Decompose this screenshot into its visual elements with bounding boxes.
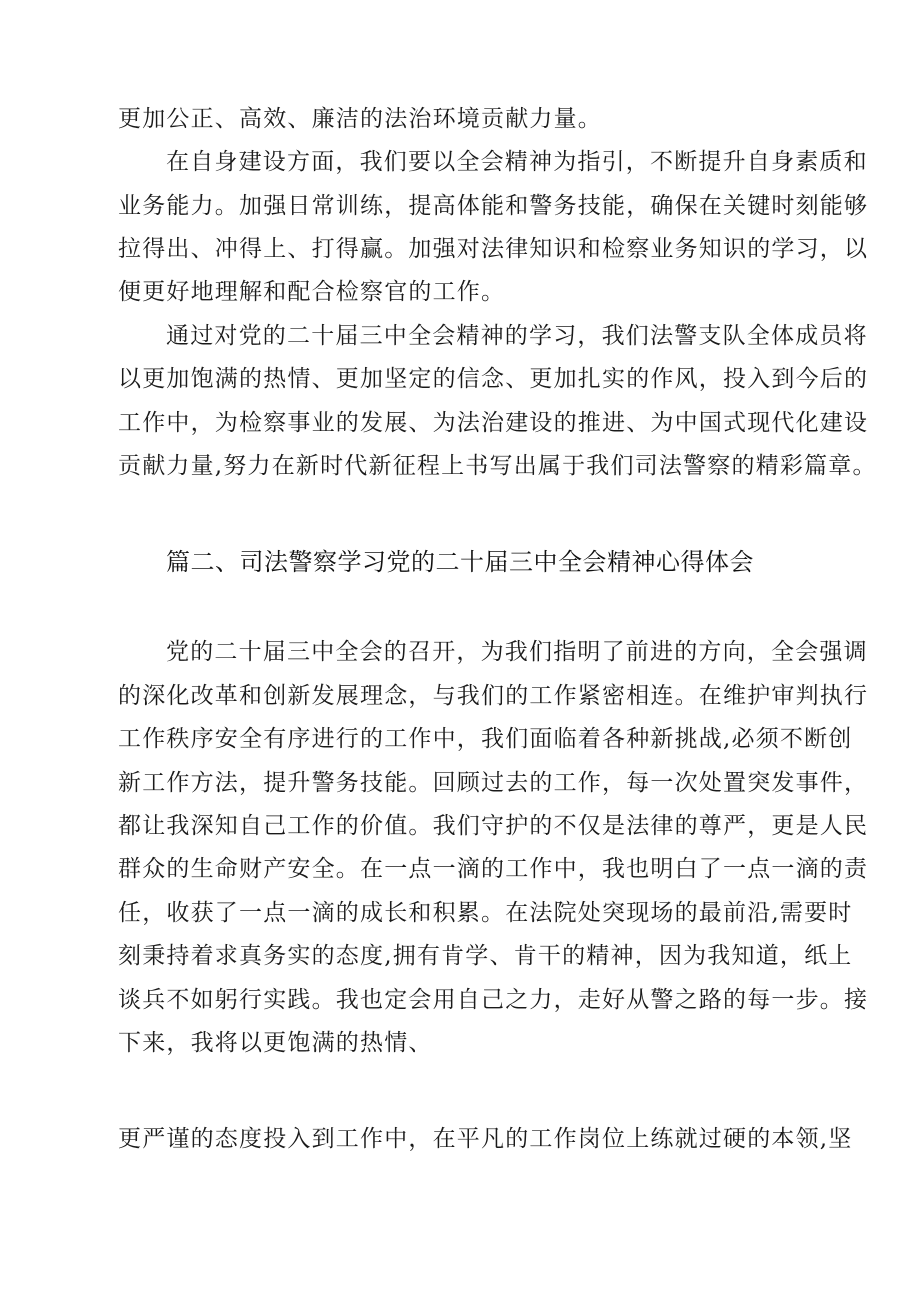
paragraph-4-line-4: 新工作方法，提升警务技能。回顾过去的工作，每一次处置突发事件， bbox=[118, 770, 869, 796]
paragraph-1-line-1: 更加公正、高效、廉洁的法治环境贡献力量。 bbox=[118, 106, 602, 132]
paragraph-3-line-2: 以更加饱满的热情、更加坚定的信念、更加扎实的作风，投入到今后的 bbox=[118, 366, 869, 392]
paragraph-3-line-1: 通过对党的二十届三中全会精神的学习，我们法警支队全体成员将 bbox=[166, 323, 868, 349]
paragraph-4-line-1: 党的二十届三中全会的召开，为我们指明了前进的方向，全会强调 bbox=[166, 639, 868, 665]
paragraph-4-line-7: 任，收获了一点一滴的成长和积累。在法院处突现场的最前沿,需要时 bbox=[118, 900, 853, 926]
paragraph-3-line-3: 工作中，为检察事业的发展、为法治建设的推进、为中国式现代化建设 bbox=[118, 410, 869, 436]
paragraph-4-line-3: 工作秩序安全有序进行的工作中，我们面临着各种新挑战,必须不断创 bbox=[118, 726, 853, 752]
paragraph-2-line-1: 在自身建设方面，我们要以全会精神为指引，不断提升自身素质和 bbox=[166, 149, 868, 175]
paragraph-4-line-6: 群众的生命财产安全。在一点一滴的工作中，我也明白了一点一滴的责 bbox=[118, 856, 869, 882]
paragraph-4-line-5: 都让我深知自己工作的价值。我们守护的不仅是法律的尊严，更是人民 bbox=[118, 813, 869, 839]
section-heading: 篇二、司法警察学习党的二十届三中全会精神心得体会 bbox=[166, 548, 754, 576]
paragraph-4-line-2: 的深化改革和创新发展理念，与我们的工作紧密相连。在维护审判执行 bbox=[118, 683, 869, 709]
paragraph-4-line-10: 下来，我将以更饱满的热情、 bbox=[118, 1030, 433, 1056]
paragraph-5-line-1: 更严谨的态度投入到工作中，在平凡的工作岗位上练就过硬的本领,坚 bbox=[118, 1126, 853, 1152]
paragraph-4-line-8: 刻秉持着求真务实的态度,拥有肯学、肯干的精神，因为我知道，纸上 bbox=[118, 943, 853, 969]
paragraph-2-line-2: 业务能力。加强日常训练，提高体能和警务技能，确保在关键时刻能够 bbox=[118, 193, 869, 219]
paragraph-3-line-4: 贡献力量,努力在新时代新征程上书写出属于我们司法警察的精彩篇章。 bbox=[118, 453, 877, 479]
paragraph-4-line-9: 谈兵不如躬行实践。我也定会用自己之力，走好从警之路的每一步。接 bbox=[118, 987, 869, 1013]
paragraph-2-line-4: 便更好地理解和配合检察官的工作。 bbox=[118, 279, 506, 305]
paragraph-2-line-3: 拉得出、冲得上、打得赢。加强对法律知识和检察业务知识的学习，以 bbox=[118, 236, 869, 262]
